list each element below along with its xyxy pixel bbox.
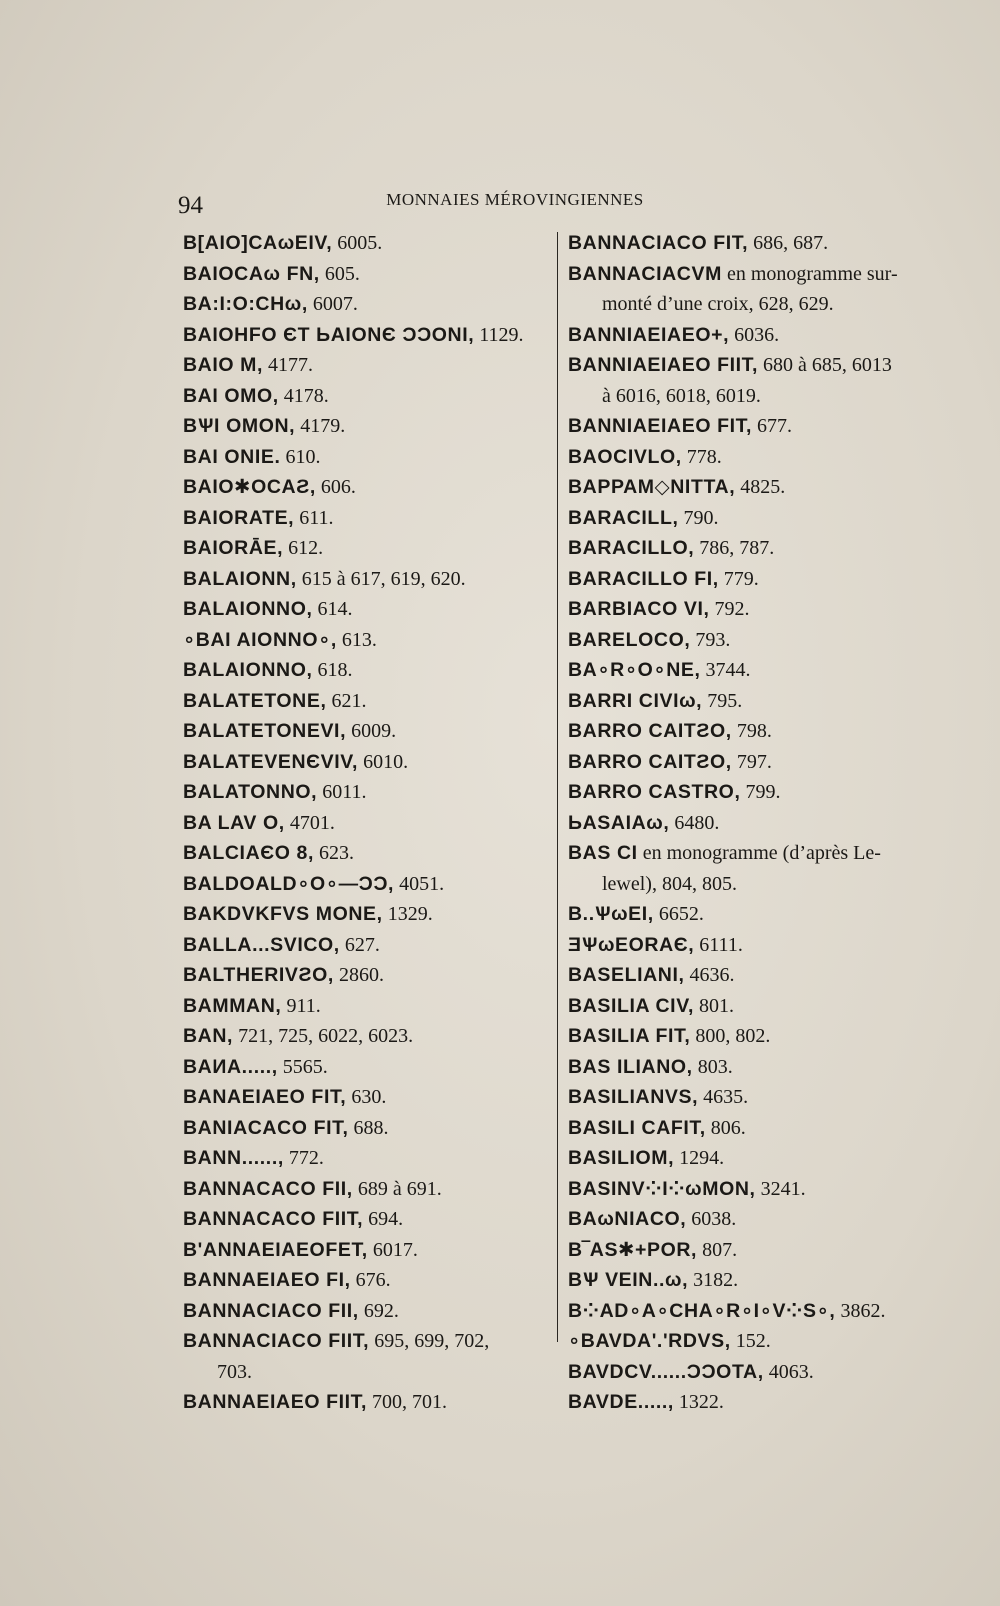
index-entry (568, 686, 948, 717)
entry-legend: BAIOCAω FN, (183, 262, 320, 285)
entry-references: 613. (336, 628, 377, 651)
entry-legend: BALATEVENЄVIV, (183, 750, 359, 773)
index-entry (568, 533, 948, 564)
entry-references: 800, 802. (690, 1025, 771, 1047)
entry-references: 6005. (332, 232, 383, 254)
entry-legend: BAωNIACO, (568, 1208, 687, 1230)
entry-legend: BASELIANI, (568, 964, 685, 986)
entry-legend: BANNAEIAEO FIIT, (183, 1391, 368, 1413)
entry-legend: BANNACACO FIIT, (183, 1208, 364, 1230)
entry-references: 6010. (358, 750, 409, 773)
entry-references: 779. (718, 567, 759, 590)
entry-legend: BANN......, (183, 1147, 284, 1169)
index-entry (568, 320, 948, 351)
entry-continuation: 703. (217, 1360, 252, 1383)
index-entry (183, 1052, 555, 1083)
index-entry (568, 1387, 948, 1418)
entry-legend: BALLA...SVICO, (183, 933, 340, 956)
index-entry (183, 320, 555, 351)
entry-legend: BAIO✱OCAƧ, (183, 476, 316, 498)
entry-legend: BѰI OMON, (183, 415, 296, 437)
entry-references: 4051. (394, 872, 445, 895)
entry-references: 4701. (284, 811, 335, 834)
entry-legend: BALDOALD∘O∘—ƆƆ, (183, 872, 395, 895)
entry-references: 615 à 617, 619, 620. (296, 567, 466, 590)
index-entry (183, 564, 555, 595)
index-entry (183, 1265, 555, 1296)
entry-continuation: monté d’une croix, 628, 629. (602, 293, 834, 315)
entry-legend: BANNACIACO FIT, (568, 232, 749, 254)
index-entry (568, 808, 948, 839)
entry-legend: BA:I:O:CHω, (183, 293, 308, 315)
entry-references: 152. (730, 1330, 771, 1352)
index-entry (568, 1235, 948, 1266)
index-entry (183, 1204, 555, 1235)
entry-legend: BAVDCV......ƆƆOTA, (568, 1360, 764, 1383)
entry-legend: BASILIA CIV, (568, 994, 695, 1017)
entry-legend: BAIORĀE, (183, 537, 284, 559)
entry-references: 694. (363, 1208, 404, 1230)
entry-references: 772. (283, 1147, 324, 1169)
index-entry (568, 1082, 948, 1113)
index-entry (183, 930, 555, 961)
entry-references: 1294. (674, 1147, 725, 1169)
column-divider (557, 232, 558, 1342)
entry-legend: BARACILL, (568, 506, 679, 529)
entry-references: 695, 699, 702, (369, 1330, 490, 1352)
index-entry (568, 442, 948, 473)
entry-references: 806. (705, 1116, 746, 1139)
index-entry (183, 1021, 555, 1052)
entry-legend: BAS ILIANO, (568, 1055, 693, 1078)
entry-references: 618. (312, 659, 353, 681)
entry-references: 795. (702, 689, 743, 712)
entry-references: 1329. (382, 903, 433, 925)
entry-references: 676. (350, 1269, 391, 1291)
entry-references: 677. (752, 415, 793, 437)
index-entry (568, 716, 948, 747)
entry-references: 786, 787. (694, 537, 775, 559)
index-entry (183, 808, 555, 839)
index-entry (568, 930, 948, 961)
left-column (183, 228, 555, 1418)
entry-references: 6038. (686, 1208, 737, 1230)
entry-legend: BARRO CAITƧO, (568, 750, 732, 773)
index-entry (568, 1143, 948, 1174)
entry-references: 1129. (474, 323, 524, 346)
entry-legend: ∘BAVDA'.'RDVS, (568, 1330, 731, 1352)
entry-legend: BA LAV O, (183, 811, 285, 834)
entry-legend: BARACILLO FI, (568, 567, 719, 590)
index-entry (183, 1326, 555, 1387)
entry-legend: BANNACIACO FII, (183, 1299, 359, 1322)
entry-legend: BA∘R∘O∘NE, (568, 659, 701, 681)
index-entry (183, 350, 555, 381)
index-entry (568, 594, 948, 625)
entry-legend: BANNIAEIAEO FIT, (568, 415, 753, 437)
index-entry (568, 1113, 948, 1144)
entry-legend: BAIOHFO ЄT ЬAIONЄ ƆƆONI, (183, 323, 475, 346)
entry-references: 4825. (735, 476, 786, 498)
entry-references: 3862. (835, 1299, 886, 1322)
entry-legend: BAS CI (568, 842, 638, 864)
entry-references: 801. (694, 994, 735, 1017)
entry-references: 6036. (729, 323, 780, 346)
entry-references: en monogramme (d’après Le- (637, 842, 881, 864)
entry-references: 4178. (278, 384, 329, 407)
index-entry (183, 899, 555, 930)
index-entry (568, 625, 948, 656)
entry-continuation: lewel), 804, 805. (602, 872, 737, 895)
index-entry (183, 1296, 555, 1327)
index-entry (183, 1082, 555, 1113)
entry-references: 6480. (669, 811, 720, 834)
index-entry (568, 1021, 948, 1052)
index-entry (568, 899, 948, 930)
entry-legend: BANIACACO FIT, (183, 1116, 349, 1139)
entry-references: 4179. (295, 415, 346, 437)
entry-legend: BANNAEIAEO FI, (183, 1269, 351, 1291)
index-entry (183, 716, 555, 747)
entry-references: 6017. (367, 1238, 418, 1261)
entry-references: 6652. (653, 903, 704, 925)
index-entry (183, 503, 555, 534)
entry-references: 611. (294, 506, 334, 529)
entry-legend: BAOCIVLO, (568, 445, 682, 468)
entry-legend: BAIO M, (183, 354, 264, 376)
entry-legend: BARELOCO, (568, 628, 691, 651)
index-entry (183, 1387, 555, 1418)
entry-legend: BALATETONEVI, (183, 720, 347, 742)
index-entry (568, 1326, 948, 1357)
entry-legend: BANNACIACVM (568, 262, 722, 285)
entry-references: 797. (731, 750, 772, 773)
index-entry (568, 747, 948, 778)
index-entry (183, 594, 555, 625)
entry-references: 692. (358, 1299, 399, 1322)
entry-legend: ƎѰωEORAЄ, (568, 933, 695, 956)
entry-legend: B'ANNAEIAEOFET, (183, 1238, 368, 1261)
entry-references: 700, 701. (367, 1391, 448, 1413)
entry-legend: BANNIAEIAEO FIIT, (568, 354, 759, 376)
index-entry (183, 1143, 555, 1174)
entry-references: 686, 687. (748, 232, 829, 254)
entry-legend: BAИA....., (183, 1055, 278, 1078)
entry-references: 778. (681, 445, 722, 468)
page-number: 94 (178, 192, 203, 219)
entry-legend: BALCIAЄO 8, (183, 842, 314, 864)
entry-references: 2860. (333, 964, 384, 986)
index-entry (183, 869, 555, 900)
index-entry (568, 991, 948, 1022)
entry-legend: BANNACIACO FIIT, (183, 1330, 370, 1352)
index-entry (183, 777, 555, 808)
entry-legend: B..ѰωEI, (568, 903, 654, 925)
index-entry (568, 1174, 948, 1205)
index-entry (183, 686, 555, 717)
index-entry (183, 259, 555, 290)
entry-legend: BASINV⁘I⁘ωMON, (568, 1177, 756, 1200)
index-entry (183, 289, 555, 320)
entry-references: 6011. (317, 781, 367, 803)
entry-legend: BALTHERIVƧO, (183, 964, 334, 986)
entry-legend: BARRO CAITƧO, (568, 720, 732, 742)
entry-legend: BAPPAM◇NITTA, (568, 476, 736, 498)
entry-legend: BASILIOM, (568, 1147, 675, 1169)
entry-legend: BARACILLO, (568, 537, 695, 559)
entry-references: 792. (709, 598, 750, 620)
entry-legend: BAN, (183, 1025, 234, 1047)
entry-legend: BAI OMO, (183, 384, 279, 407)
index-entry (568, 1357, 948, 1388)
index-entry (568, 1052, 948, 1083)
index-entry (183, 533, 555, 564)
index-entry (568, 228, 948, 259)
entry-references: 4635. (698, 1086, 749, 1108)
index-entry (568, 1265, 948, 1296)
entry-references: 4177. (263, 354, 314, 376)
entry-references: 623. (313, 842, 354, 864)
entry-legend: ЬASAIAω, (568, 811, 670, 834)
entry-references: 621. (326, 689, 367, 712)
entry-legend: BALAIONNO, (183, 598, 313, 620)
entry-references: 606. (315, 476, 356, 498)
entry-references: 610. (280, 445, 321, 468)
right-column (568, 228, 948, 1418)
entry-legend: BALAIONN, (183, 567, 297, 590)
index-entry (183, 838, 555, 869)
entry-references: 680 à 685, 6013 (758, 354, 892, 376)
entry-references: 803. (692, 1055, 733, 1078)
entry-legend: BALAIONNO, (183, 659, 313, 681)
entry-references: 5565. (277, 1055, 328, 1078)
index-entry (183, 1174, 555, 1205)
index-entry (183, 1113, 555, 1144)
entry-references: 6009. (346, 720, 397, 742)
entry-references: 614. (312, 598, 353, 620)
index-entry (568, 411, 948, 442)
index-entry (568, 472, 948, 503)
entry-legend: BARRI CIVIω, (568, 689, 703, 712)
entry-references: 6111. (694, 933, 743, 956)
entry-references: 798. (731, 720, 772, 742)
entry-legend: BANNIAEIAEO+, (568, 323, 730, 346)
index-entry (568, 564, 948, 595)
entry-legend: B‾AS✱+POR, (568, 1238, 698, 1261)
entry-references: 1322. (673, 1391, 724, 1413)
entry-references: 3241. (755, 1177, 806, 1200)
entry-legend: BѰ VEIN..ω, (568, 1269, 689, 1291)
running-title: MONNAIES MÉROVINGIENNES (386, 190, 644, 209)
entry-references: 627. (339, 933, 380, 956)
entry-legend: BARBIACO VI, (568, 598, 710, 620)
entry-references: 688. (348, 1116, 389, 1139)
entry-references: 3744. (700, 659, 751, 681)
index-entry (183, 747, 555, 778)
entry-references: 799. (740, 781, 781, 803)
entry-references: 4063. (763, 1360, 814, 1383)
entry-references: en monogramme sur- (721, 262, 898, 285)
entry-legend: BANNACACO FII, (183, 1177, 353, 1200)
entry-legend: BAKDVKFVS MONE, (183, 903, 383, 925)
index-entry (183, 442, 555, 473)
entry-legend: BAIORATE, (183, 506, 295, 529)
entry-references: 630. (346, 1086, 387, 1108)
index-entry (568, 503, 948, 534)
entry-legend: BASILIANVS, (568, 1086, 699, 1108)
index-entry (183, 960, 555, 991)
index-entry (183, 381, 555, 412)
entry-legend: BALATONNO, (183, 781, 318, 803)
entry-legend: BASILIA FIT, (568, 1025, 691, 1047)
index-entry (568, 777, 948, 808)
entry-legend: B⁘AD∘A∘CHA∘R∘I∘V⁘S∘, (568, 1299, 836, 1322)
index-entry (183, 228, 555, 259)
entry-references: 4636. (684, 964, 735, 986)
index-entry (183, 411, 555, 442)
entry-references: 612. (283, 537, 324, 559)
entry-legend: BASILI CAFIT, (568, 1116, 706, 1139)
index-entry (183, 625, 555, 656)
entry-legend: BAI ONIE. (183, 445, 281, 468)
entry-continuation: à 6016, 6018, 6019. (602, 384, 761, 407)
entry-legend: BARRO CASTRO, (568, 781, 741, 803)
index-entry (568, 1204, 948, 1235)
index-entry (183, 655, 555, 686)
entry-references: 689 à 691. (352, 1177, 442, 1200)
index-entry (568, 838, 948, 899)
entry-references: 793. (690, 628, 731, 651)
entry-references: 605. (319, 262, 360, 285)
index-entry (183, 991, 555, 1022)
entry-references: 6007. (307, 293, 358, 315)
entry-legend: BANAEIAEO FIT, (183, 1086, 347, 1108)
index-entry (183, 472, 555, 503)
entry-legend: ∘BAI AIONNO∘, (183, 628, 337, 651)
entry-references: 807. (697, 1238, 738, 1261)
entry-legend: B[AIO]CAωEIV, (183, 232, 333, 254)
index-entry (568, 259, 948, 320)
index-entry (568, 1296, 948, 1327)
entry-legend: BALATETONE, (183, 689, 327, 712)
index-entry (568, 960, 948, 991)
entry-legend: BAVDE....., (568, 1391, 674, 1413)
entry-references: 790. (678, 506, 719, 529)
entry-references: 911. (281, 994, 321, 1017)
index-entry (568, 350, 948, 411)
index-entry (183, 1235, 555, 1266)
entry-references: 3182. (688, 1269, 739, 1291)
entry-references: 721, 725, 6022, 6023. (233, 1025, 414, 1047)
entry-legend: BAMMAN, (183, 994, 282, 1017)
index-entry (568, 655, 948, 686)
